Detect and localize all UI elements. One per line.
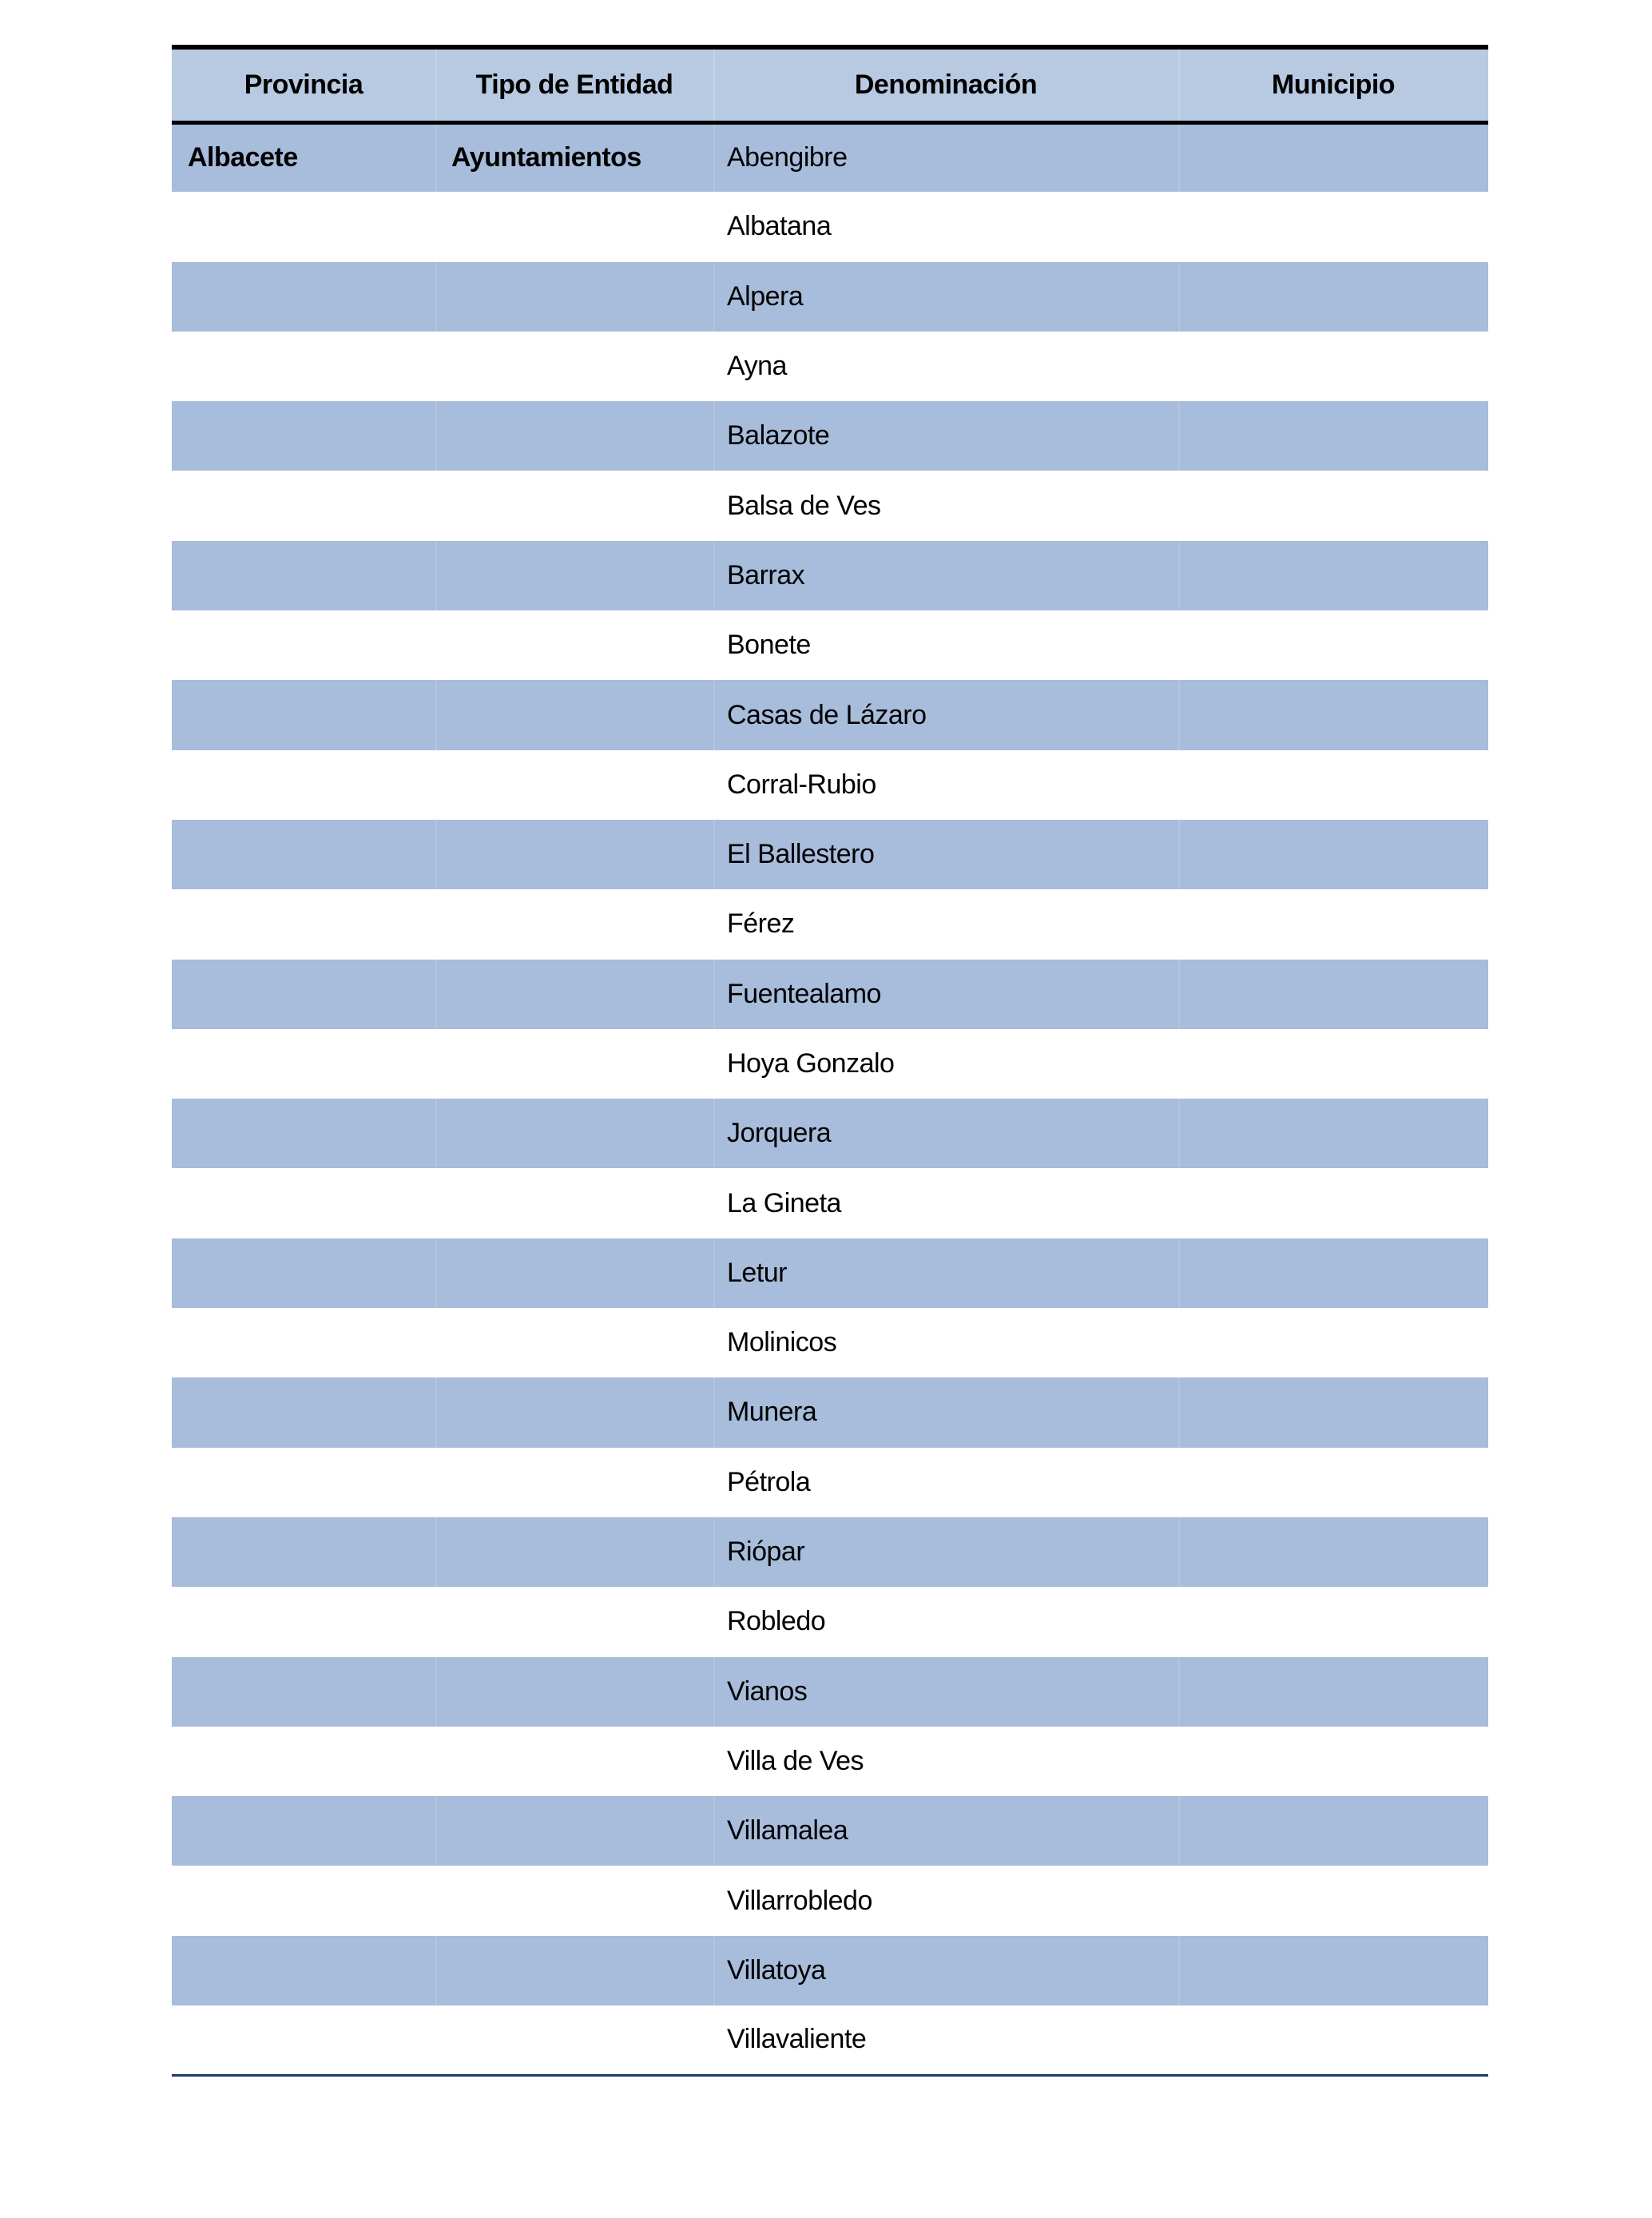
cell-municipio: [1178, 192, 1488, 261]
cell-tipo-de-entidad: [435, 1796, 713, 1866]
cell-denominacion: Balsa de Ves: [713, 471, 1178, 540]
cell-municipio: [1178, 1029, 1488, 1099]
cell-tipo-de-entidad: [435, 1936, 713, 2005]
cell-municipio: [1178, 122, 1488, 192]
cell-tipo-de-entidad: [435, 1517, 713, 1587]
cell-tipo-de-entidad: [435, 960, 713, 1029]
table-row: [172, 332, 1488, 401]
cell-tipo-de-entidad: [435, 401, 713, 471]
cell-denominacion: El Ballestero: [713, 820, 1178, 889]
cell-denominacion: Villa de Ves: [713, 1727, 1178, 1796]
cell-provincia: [172, 1796, 435, 1866]
cell-tipo-de-entidad: [435, 820, 713, 889]
cell-denominacion: Vianos: [713, 1657, 1178, 1727]
table-row: [172, 2005, 1488, 2075]
cell-tipo-de-entidad: [435, 1866, 713, 1935]
cell-municipio: [1178, 1587, 1488, 1656]
cell-denominacion: Pétrola: [713, 1448, 1178, 1517]
cell-denominacion: Robledo: [713, 1587, 1178, 1656]
cell-denominacion: Ayna: [713, 332, 1178, 401]
cell-tipo-de-entidad: [435, 680, 713, 749]
cell-municipio: [1178, 1099, 1488, 1168]
cell-tipo-de-entidad: [435, 1099, 713, 1168]
cell-denominacion: Corral-Rubio: [713, 750, 1178, 820]
cell-provincia: [172, 1099, 435, 1168]
cell-tipo-de-entidad: [435, 750, 713, 820]
table-row: [172, 471, 1488, 540]
cell-provincia: [172, 1587, 435, 1656]
header-row: [172, 47, 1488, 122]
table-row: [172, 1866, 1488, 1935]
cell-provincia: [172, 1936, 435, 2005]
table-row: [172, 1448, 1488, 1517]
cell-tipo-de-entidad: [435, 1029, 713, 1099]
cell-tipo-de-entidad: [435, 1657, 713, 1727]
table-row: [172, 192, 1488, 261]
cell-municipio: [1178, 1238, 1488, 1308]
table-row: [172, 1308, 1488, 1377]
table-row: [172, 680, 1488, 749]
cell-provincia: [172, 1238, 435, 1308]
cell-tipo-de-entidad: [435, 541, 713, 610]
cell-denominacion: Villatoya: [713, 1936, 1178, 2005]
table-row: [172, 1099, 1488, 1168]
cell-municipio: [1178, 1377, 1488, 1447]
table-row: [172, 889, 1488, 959]
cell-tipo-de-entidad: [435, 889, 713, 959]
cell-tipo-de-entidad: [435, 1238, 713, 1308]
cell-denominacion: Villamalea: [713, 1796, 1178, 1866]
cell-denominacion: Casas de Lázaro: [713, 680, 1178, 749]
cell-municipio: [1178, 1308, 1488, 1377]
cell-tipo-de-entidad: [435, 1308, 713, 1377]
cell-denominacion: Hoya Gonzalo: [713, 1029, 1178, 1099]
cell-tipo-de-entidad: [435, 1587, 713, 1656]
cell-municipio: [1178, 960, 1488, 1029]
table-body: [172, 122, 1488, 2075]
header-provincia: Provincia: [172, 47, 435, 122]
cell-provincia: [172, 1168, 435, 1238]
cell-provincia: Albacete: [172, 122, 435, 192]
cell-municipio: [1178, 1936, 1488, 2005]
table-row: [172, 750, 1488, 820]
cell-tipo-de-entidad: [435, 1377, 713, 1447]
table-row: [172, 960, 1488, 1029]
cell-denominacion: Alpera: [713, 262, 1178, 332]
cell-municipio: [1178, 1517, 1488, 1587]
cell-provincia: [172, 610, 435, 680]
table-header: [172, 47, 1488, 122]
cell-denominacion: Férez: [713, 889, 1178, 959]
cell-municipio: [1178, 1448, 1488, 1517]
cell-tipo-de-entidad: [435, 471, 713, 540]
table-row: [172, 1587, 1488, 1656]
table-row: [172, 1029, 1488, 1099]
cell-provincia: [172, 401, 435, 471]
cell-municipio: [1178, 750, 1488, 820]
cell-tipo-de-entidad: [435, 610, 713, 680]
cell-provincia: [172, 1029, 435, 1099]
table-row: [172, 1936, 1488, 2005]
cell-municipio: [1178, 820, 1488, 889]
cell-denominacion: Abengibre: [713, 122, 1178, 192]
cell-municipio: [1178, 2005, 1488, 2075]
cell-municipio: [1178, 332, 1488, 401]
cell-tipo-de-entidad: [435, 192, 713, 261]
cell-provincia: [172, 750, 435, 820]
cell-provincia: [172, 820, 435, 889]
cell-municipio: [1178, 889, 1488, 959]
cell-denominacion: Villavaliente: [713, 2005, 1178, 2075]
cell-denominacion: Fuentealamo: [713, 960, 1178, 1029]
cell-provincia: [172, 1377, 435, 1447]
cell-denominacion: Barrax: [713, 541, 1178, 610]
cell-provincia: [172, 192, 435, 261]
cell-provincia: [172, 471, 435, 540]
cell-denominacion: Albatana: [713, 192, 1178, 261]
table-row: [172, 1517, 1488, 1587]
header-municipio: Municipio: [1178, 47, 1488, 122]
cell-tipo-de-entidad: [435, 262, 713, 332]
table-row: [172, 1168, 1488, 1238]
table-row: [172, 401, 1488, 471]
cell-tipo-de-entidad: [435, 332, 713, 401]
table-row: [172, 1238, 1488, 1308]
cell-denominacion: La Gineta: [713, 1168, 1178, 1238]
cell-provincia: [172, 332, 435, 401]
cell-municipio: [1178, 1796, 1488, 1866]
cell-tipo-de-entidad: [435, 1168, 713, 1238]
cell-tipo-de-entidad: Ayuntamientos: [435, 122, 713, 192]
cell-provincia: [172, 1448, 435, 1517]
table-row: [172, 820, 1488, 889]
cell-denominacion: Munera: [713, 1377, 1178, 1447]
cell-tipo-de-entidad: [435, 1727, 713, 1796]
cell-denominacion: Jorquera: [713, 1099, 1178, 1168]
cell-provincia: [172, 2005, 435, 2075]
cell-municipio: [1178, 1727, 1488, 1796]
cell-denominacion: Riópar: [713, 1517, 1178, 1587]
cell-provincia: [172, 1308, 435, 1377]
cell-denominacion: Villarrobledo: [713, 1866, 1178, 1935]
cell-municipio: [1178, 262, 1488, 332]
cell-denominacion: Letur: [713, 1238, 1178, 1308]
cell-municipio: [1178, 401, 1488, 471]
cell-provincia: [172, 889, 435, 959]
cell-provincia: [172, 262, 435, 332]
table-row: [172, 262, 1488, 332]
cell-provincia: [172, 680, 435, 749]
cell-municipio: [1178, 541, 1488, 610]
table-row: [172, 1796, 1488, 1866]
entities-table: [172, 45, 1488, 2077]
cell-denominacion: Molinicos: [713, 1308, 1178, 1377]
table-row: [172, 1377, 1488, 1447]
table-row: [172, 1657, 1488, 1727]
cell-municipio: [1178, 1657, 1488, 1727]
table-row: [172, 122, 1488, 192]
cell-provincia: [172, 1517, 435, 1587]
cell-municipio: [1178, 610, 1488, 680]
header-denominacion: Denominación: [713, 47, 1178, 122]
cell-provincia: [172, 960, 435, 1029]
header-tipo-de-entidad: Tipo de Entidad: [435, 47, 713, 122]
cell-provincia: [172, 541, 435, 610]
cell-denominacion: Balazote: [713, 401, 1178, 471]
cell-provincia: [172, 1657, 435, 1727]
cell-provincia: [172, 1727, 435, 1796]
cell-municipio: [1178, 680, 1488, 749]
cell-denominacion: Bonete: [713, 610, 1178, 680]
cell-provincia: [172, 1866, 435, 1935]
cell-municipio: [1178, 1168, 1488, 1238]
table-row: [172, 610, 1488, 680]
table-row: [172, 541, 1488, 610]
cell-tipo-de-entidad: [435, 2005, 713, 2075]
table-row: [172, 1727, 1488, 1796]
cell-tipo-de-entidad: [435, 1448, 713, 1517]
cell-municipio: [1178, 471, 1488, 540]
cell-municipio: [1178, 1866, 1488, 1935]
